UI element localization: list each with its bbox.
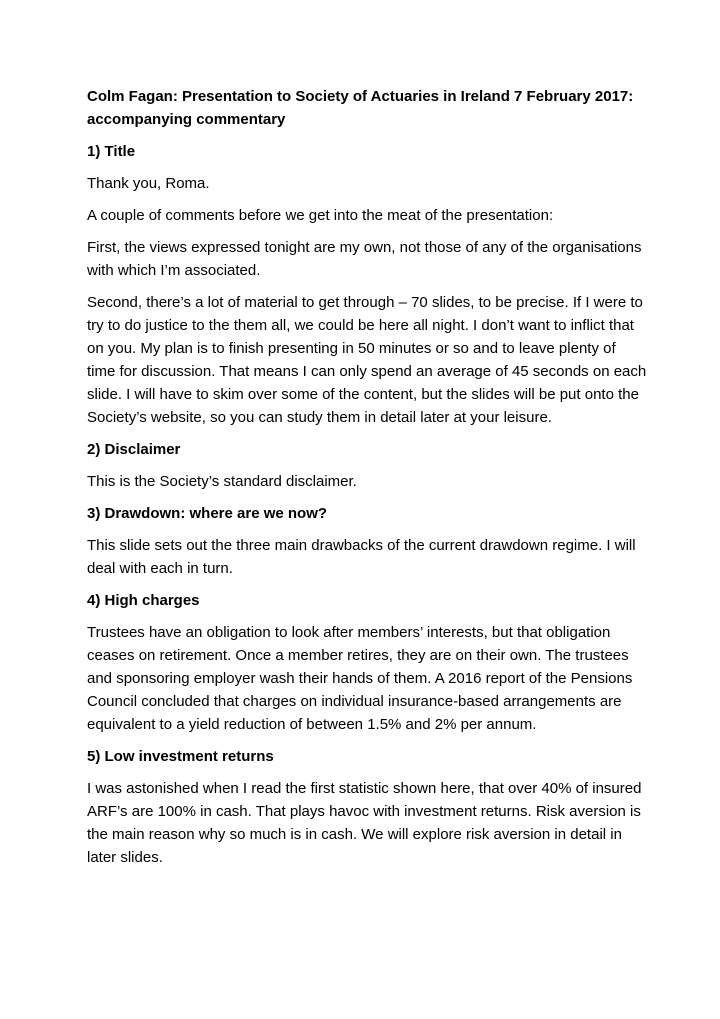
document-body (87, 85, 647, 878)
paragraph: Trustees have an obligation to look after members’ interests, but that obligation ceases on retirement. Once a member retires, they are on their own. The trustees and sponsoring employer wash their hands of them. A 2016 report of the Pensions Council concluded that charges on individual insurance-based arrangements are equivalent to a yield reduction of between 1.5% and 2% per annum. (87, 624, 633, 733)
section-heading-drawdown: 3) Drawdown: where are we now? (87, 505, 328, 522)
paragraph: I was astonished when I read the first statistic shown here, that over 40% of insured ARF’s are 100% in cash. That plays havoc with investment returns. Risk aversion is the main reason why so much is in cash. We will explore risk aversion in detail in later slides. (87, 780, 642, 866)
document-title: Colm Fagan: Presentation to Society of Actuaries in Ireland 7 February 2017: accompanying commentary (87, 88, 634, 128)
paragraph: A couple of comments before we get into the meat of the presentation: (87, 207, 554, 224)
paragraph: Second, there’s a lot of material to get through – 70 slides, to be precise. If I were to try to do justice to the them all, we could be here all night. I don’t want to inflict that on you. My plan is to finish presenting in 50 minutes or so and to leave plenty of time for discussion. That means I can only spend an average of 45 seconds on each slide. I will have to skim over some of the content, but the slides will be put onto the Society’s website, so you can study them in detail later at your leisure. (87, 294, 647, 426)
paragraph: First, the views expressed tonight are my own, not those of any of the organisations with which I’m associated. (87, 239, 642, 279)
section-heading-high-charges: 4) High charges (87, 592, 200, 609)
paragraph: This is the Society’s standard disclaimer. (87, 473, 357, 490)
section-heading-low-investment-returns: 5) Low investment returns (87, 748, 274, 765)
paragraph: Thank you, Roma. (87, 175, 210, 192)
paragraph: This slide sets out the three main drawbacks of the current drawdown regime. I will deal with each in turn. (87, 537, 636, 577)
section-heading-title: 1) Title (87, 143, 136, 160)
section-heading-disclaimer: 2) Disclaimer (87, 441, 181, 458)
